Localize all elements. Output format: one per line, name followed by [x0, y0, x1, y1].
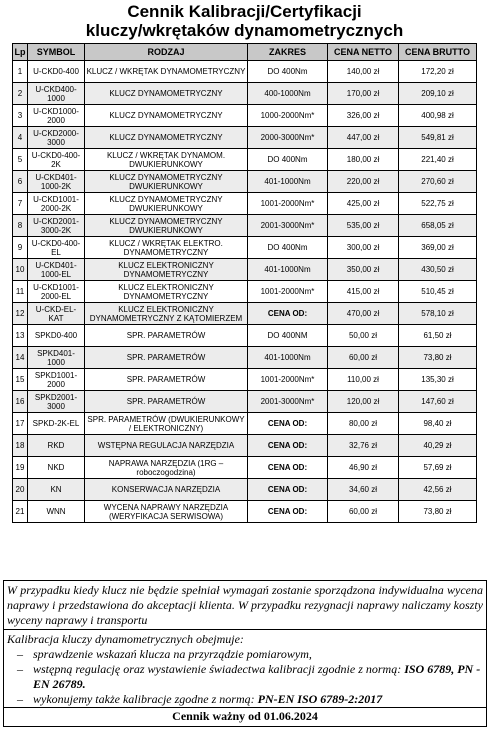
cell-net-price: 425,00 zł [328, 193, 399, 215]
table-row [13, 391, 477, 413]
cell-lp: 12 [13, 303, 28, 325]
cell-type: KLUCZ ELEKTRONICZNY DYNAMOMETRYCZNY [85, 281, 248, 303]
cell-net-price: 80,00 zł [328, 413, 399, 435]
table-row [13, 237, 477, 259]
cell-type: KONSERWACJA NARZĘDZIA [85, 479, 248, 501]
cell-symbol: U-CKD1001-2000-2K [28, 193, 85, 215]
table-row [13, 105, 477, 127]
cell-gross-price: 522,75 zł [399, 193, 477, 215]
cell-type: SPR. PARAMETRÓW [85, 369, 248, 391]
cell-symbol: KN [28, 479, 85, 501]
cell-symbol: U-CKD401-1000-EL [28, 259, 85, 281]
cell-lp: 6 [13, 171, 28, 193]
cell-type: SPR. PARAMETRÓW [85, 347, 248, 369]
cell-symbol: U-CKD1000-2000 [28, 105, 85, 127]
cell-type: KLUCZ ELEKTRONICZNY DYNAMOMETRYCZNY Z KĄTOMIERZEM [85, 303, 248, 325]
cell-gross-price: 147,60 zł [399, 391, 477, 413]
cell-symbol: U-CKD400-1000 [28, 83, 85, 105]
table-row [13, 457, 477, 479]
cell-symbol: U-CKD0-400 [28, 61, 85, 83]
cell-gross-price: 400,98 zł [399, 105, 477, 127]
cell-lp: 5 [13, 149, 28, 171]
table-row [13, 281, 477, 303]
cell-range: 1001-2000Nm* [248, 193, 328, 215]
cell-gross-price: 42,56 zł [399, 479, 477, 501]
validity-date: Cennik ważny od 01.06.2024 [4, 707, 486, 726]
cell-lp: 1 [13, 61, 28, 83]
cell-type: KLUCZ DYNAMOMETRYCZNY [85, 127, 248, 149]
cell-symbol: SPKD1001-2000 [28, 369, 85, 391]
cell-type: KLUCZ DYNAMOMETRYCZNY [85, 83, 248, 105]
table-row [13, 369, 477, 391]
cell-lp: 13 [13, 325, 28, 347]
scope-item: – wykonujemy także kalibracje zgodne z normą: PN-EN ISO 6789-2:2017 [17, 692, 483, 707]
cell-net-price: 50,00 zł [328, 325, 399, 347]
cell-range: 2000-3000Nm* [248, 127, 328, 149]
table-row [13, 259, 477, 281]
cell-range: DO 400Nm [248, 149, 328, 171]
cell-lp: 14 [13, 347, 28, 369]
cell-symbol: U-CKD-EL-KAT [28, 303, 85, 325]
cell-range: 1001-2000Nm* [248, 369, 328, 391]
cell-symbol: WNN [28, 501, 85, 523]
scope-item: – wstępną regulację oraz wystawienie świadectwa kalibracji zgodnie z normą: ISO 6789, PN - EN 26789. [17, 662, 483, 692]
cell-gross-price: 578,10 zł [399, 303, 477, 325]
cell-gross-price: 549,81 zł [399, 127, 477, 149]
cell-net-price: 60,00 zł [328, 347, 399, 369]
price-table-body [13, 61, 477, 523]
cell-type: KLUCZ DYNAMOMETRYCZNY [85, 105, 248, 127]
cell-gross-price: 73,80 zł [399, 347, 477, 369]
cell-net-price: 535,00 zł [328, 215, 399, 237]
calibration-scope [4, 630, 486, 707]
cell-type: SPR. PARAMETRÓW [85, 325, 248, 347]
cell-lp: 17 [13, 413, 28, 435]
table-row [13, 479, 477, 501]
repair-notice: W przypadku kiedy klucz nie będzie spełniał wymagań zostanie sporządzona indywidualna wycena naprawy i przedstawiona do akceptacji klienta. W przypadku rezygnacji naprawy naliczamy koszty wyceny naprawy i transportu [4, 581, 486, 630]
column-header-type: RODZAJ [85, 44, 248, 61]
cell-symbol: U-CKD2001-3000-2K [28, 215, 85, 237]
table-row [13, 83, 477, 105]
cell-net-price: 220,00 zł [328, 171, 399, 193]
cell-net-price: 46,90 zł [328, 457, 399, 479]
cell-gross-price: 135,30 zł [399, 369, 477, 391]
cell-symbol: U-CKD0-400-EL [28, 237, 85, 259]
cell-lp: 3 [13, 105, 28, 127]
cell-type: KLUCZ / WKRĘTAK DYNAMOMETRYCZNY [85, 61, 248, 83]
cell-range: DO 400Nm [248, 61, 328, 83]
cell-range: 401-1000Nm [248, 259, 328, 281]
cell-gross-price: 209,10 zł [399, 83, 477, 105]
cell-gross-price: 510,45 zł [399, 281, 477, 303]
cell-type: KLUCZ ELEKTRONICZNY DYNAMOMETRYCZNY [85, 259, 248, 281]
cell-symbol: SPKD2001-3000 [28, 391, 85, 413]
table-row [13, 435, 477, 457]
table-row [13, 171, 477, 193]
cell-range: 401-1000Nm [248, 347, 328, 369]
scope-item: – sprawdzenie wskazań klucza na przyrządzie pomiarowym, [17, 647, 483, 662]
column-header-symbol: SYMBOL [28, 44, 85, 61]
cell-lp: 18 [13, 435, 28, 457]
table-row [13, 61, 477, 83]
scope-item-standard: ISO 6789, PN - EN 26789. [33, 662, 481, 691]
cell-gross-price: 73,80 zł [399, 501, 477, 523]
cell-lp: 9 [13, 237, 28, 259]
cell-type: SPR. PARAMETRÓW [85, 391, 248, 413]
cell-type: KLUCZ / WKRĘTAK DYNAMOM. DWUKIERUNKOWY [85, 149, 248, 171]
column-header-lp: Lp [13, 44, 28, 61]
table-row [13, 149, 477, 171]
table-row [13, 325, 477, 347]
cell-range: 1000-2000Nm* [248, 105, 328, 127]
cell-type: KLUCZ DYNAMOMETRYCZNY DWUKIERUNKOWY [85, 193, 248, 215]
scope-list [7, 647, 483, 707]
cell-gross-price: 172,20 zł [399, 61, 477, 83]
column-header-gross-price: CENA BRUTTO [399, 44, 477, 61]
cell-range: DO 400Nm [248, 237, 328, 259]
cell-net-price: 326,00 zł [328, 105, 399, 127]
cell-range: CENA OD: [248, 479, 328, 501]
cell-net-price: 470,00 zł [328, 303, 399, 325]
scope-intro: Kalibracja kluczy dynamometrycznych obejmuje: [7, 632, 244, 646]
price-table [12, 43, 477, 523]
table-row [13, 193, 477, 215]
scope-item-standard: PN-EN ISO 6789-2:2017 [257, 692, 383, 706]
table-header-row [13, 44, 477, 61]
price-table-wrapper [12, 43, 476, 523]
cell-symbol: SPKD0-400 [28, 325, 85, 347]
cell-symbol: U-CKD401-1000-2K [28, 171, 85, 193]
cell-net-price: 110,00 zł [328, 369, 399, 391]
cell-gross-price: 270,60 zł [399, 171, 477, 193]
cell-symbol: U-CKD0-400-2K [28, 149, 85, 171]
cell-symbol: NKD [28, 457, 85, 479]
cell-gross-price: 57,69 zł [399, 457, 477, 479]
cell-lp: 16 [13, 391, 28, 413]
column-header-range: ZAKRES [248, 44, 328, 61]
cell-gross-price: 658,05 zł [399, 215, 477, 237]
cell-net-price: 350,00 zł [328, 259, 399, 281]
cell-gross-price: 430,50 zł [399, 259, 477, 281]
cell-range: CENA OD: [248, 457, 328, 479]
table-row [13, 347, 477, 369]
cell-net-price: 140,00 zł [328, 61, 399, 83]
table-row [13, 215, 477, 237]
cell-net-price: 447,00 zł [328, 127, 399, 149]
cell-range: 400-1000Nm [248, 83, 328, 105]
cell-range: CENA OD: [248, 413, 328, 435]
cell-net-price: 300,00 zł [328, 237, 399, 259]
page-title [0, 2, 489, 40]
cell-range: 2001-3000Nm* [248, 215, 328, 237]
title-line-2: kluczy/wkrętaków dynamometrycznych [85, 21, 404, 40]
cell-net-price: 415,00 zł [328, 281, 399, 303]
cell-lp: 8 [13, 215, 28, 237]
cell-lp: 21 [13, 501, 28, 523]
cell-type: WYCENA NAPRAWY NARZĘDZIA (WERYFIKACJA SERWISOWA) [85, 501, 248, 523]
cell-gross-price: 98,40 zł [399, 413, 477, 435]
cell-net-price: 180,00 zł [328, 149, 399, 171]
cell-type: KLUCZ DYNAMOMETRYCZNY DWUKIERUNKOWY [85, 171, 248, 193]
cell-lp: 4 [13, 127, 28, 149]
cell-type: KLUCZ DYNAMOMETRYCZNY DWUKIERUNKOWY [85, 215, 248, 237]
cell-symbol: SPKD-2K-EL [28, 413, 85, 435]
table-row [13, 303, 477, 325]
notice-box [3, 580, 487, 727]
cell-symbol: U-CKD1001-2000-EL [28, 281, 85, 303]
cell-lp: 20 [13, 479, 28, 501]
cell-type: NAPRAWA NARZĘDZIA (1RG – roboczogodzina) [85, 457, 248, 479]
cell-lp: 7 [13, 193, 28, 215]
cell-range: 2001-3000Nm* [248, 391, 328, 413]
cell-symbol: SPKD401-1000 [28, 347, 85, 369]
cell-lp: 19 [13, 457, 28, 479]
table-row [13, 501, 477, 523]
cell-gross-price: 369,00 zł [399, 237, 477, 259]
cell-lp: 15 [13, 369, 28, 391]
cell-lp: 2 [13, 83, 28, 105]
cell-net-price: 34,60 zł [328, 479, 399, 501]
cell-range: DO 400NM [248, 325, 328, 347]
cell-lp: 10 [13, 259, 28, 281]
table-row [13, 413, 477, 435]
title-line-1: Cennik Kalibracji/Certyfikacji [127, 2, 362, 21]
cell-net-price: 60,00 zł [328, 501, 399, 523]
cell-net-price: 32,76 zł [328, 435, 399, 457]
cell-range: CENA OD: [248, 435, 328, 457]
cell-gross-price: 61,50 zł [399, 325, 477, 347]
cell-symbol: RKD [28, 435, 85, 457]
cell-net-price: 120,00 zł [328, 391, 399, 413]
cell-range: CENA OD: [248, 303, 328, 325]
cell-gross-price: 40,29 zł [399, 435, 477, 457]
cell-type: WSTĘPNA REGULACJA NARZĘDZIA [85, 435, 248, 457]
cell-type: KLUCZ / WKRĘTAK ELEKTRO. DYNAMOMETRYCZNY [85, 237, 248, 259]
cell-type: SPR. PARAMETRÓW (DWUKIERUNKOWY / ELEKTRONICZNY) [85, 413, 248, 435]
table-row [13, 127, 477, 149]
cell-range: CENA OD: [248, 501, 328, 523]
cell-range: 401-1000Nm [248, 171, 328, 193]
cell-range: 1001-2000Nm* [248, 281, 328, 303]
cell-gross-price: 221,40 zł [399, 149, 477, 171]
cell-symbol: U-CKD2000-3000 [28, 127, 85, 149]
column-header-net-price: CENA NETTO [328, 44, 399, 61]
cell-net-price: 170,00 zł [328, 83, 399, 105]
cell-lp: 11 [13, 281, 28, 303]
